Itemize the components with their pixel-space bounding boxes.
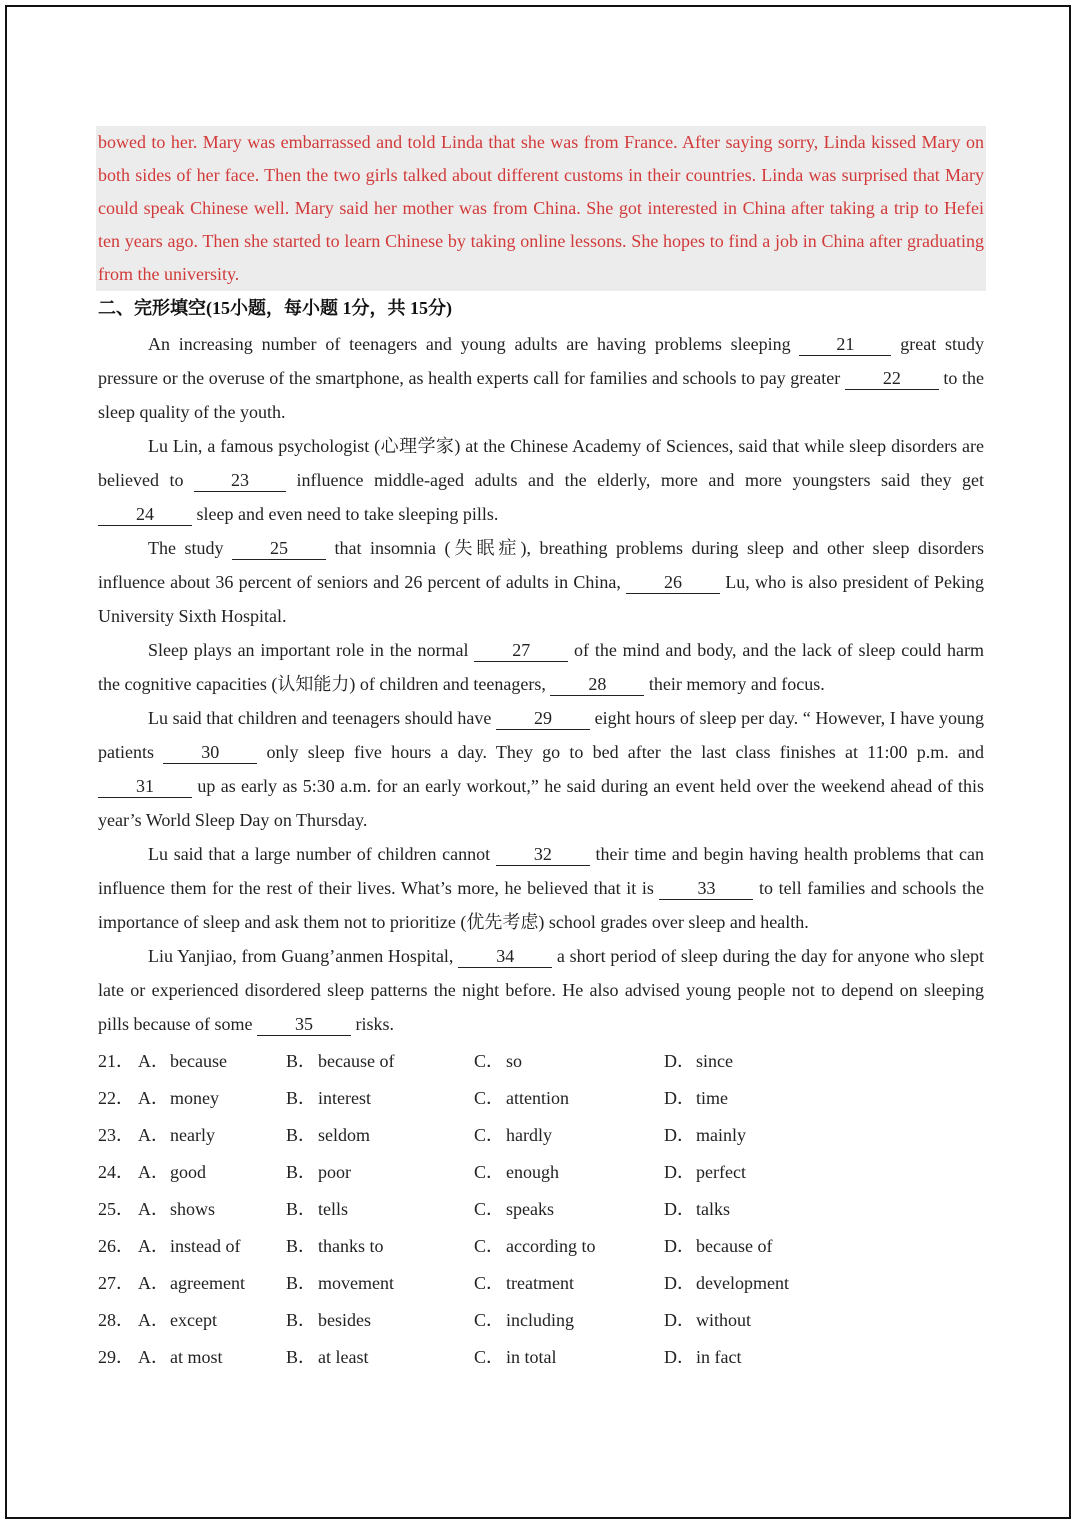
question-number: 26． (98, 1236, 134, 1256)
option-b[interactable] (286, 1191, 474, 1228)
option-text: including (506, 1310, 574, 1330)
blank-25[interactable]: 25 (232, 537, 326, 560)
question-row (98, 1117, 984, 1154)
option-a[interactable] (138, 1339, 286, 1376)
option-letter: D． (664, 1273, 695, 1293)
option-letter: D． (664, 1310, 695, 1330)
question-number: 21． (98, 1051, 134, 1071)
option-letter: A． (138, 1273, 169, 1293)
option-text: money (170, 1088, 219, 1108)
paragraph-6: Lu said that a large number of children cannot 32 their time and begin having health problems that can influence them for the rest of their lives. What’s more, he believed that it is 33 to tell families and schools the importance of sleep and ask them not to prioritize (优先考虑) school grades over sleep and health. (98, 844, 984, 932)
blank-27[interactable]: 27 (474, 639, 568, 662)
section-title: 二、完形填空(15小题，每小题 1分，共 15分) (98, 298, 452, 318)
option-text: speaks (506, 1199, 554, 1219)
option-text: shows (170, 1199, 216, 1219)
option-letter: A． (138, 1199, 169, 1219)
option-b[interactable] (286, 1080, 474, 1117)
option-letter: A． (138, 1125, 169, 1145)
option-text: good (170, 1162, 206, 1182)
blank-29[interactable]: 29 (496, 707, 590, 730)
question-row (98, 1154, 984, 1191)
option-letter: D． (664, 1236, 695, 1256)
option-b[interactable] (286, 1043, 474, 1080)
blank-22[interactable]: 22 (845, 367, 939, 390)
question-number: 27． (98, 1273, 134, 1293)
option-letter: C． (474, 1088, 505, 1108)
option-letter: B． (286, 1347, 317, 1367)
option-text: interest (318, 1088, 371, 1108)
option-text: thanks to (318, 1236, 384, 1256)
option-text: in fact (696, 1347, 742, 1367)
answer-passage-text: bowed to her. Mary was embarrassed and told Linda that she was from France. After saying sorry, Linda kissed Mary on both sides of her face. Then the two girls talked about different customs in their countries. Linda was surprised that Mary could speak Chinese well. Mary said her mother was from China. She got interested in China after taking a trip to Hefei ten years ago. Then she started to learn Chinese by taking online lessons. She hopes to find a job in China after graduating from the university. (98, 132, 984, 284)
question-row (98, 1043, 984, 1080)
option-letter: C． (474, 1236, 505, 1256)
option-b[interactable] (286, 1265, 474, 1302)
option-d[interactable] (664, 1117, 844, 1154)
option-d[interactable] (664, 1339, 844, 1376)
option-text: tells (318, 1199, 348, 1219)
option-text: perfect (696, 1162, 746, 1182)
option-text: enough (506, 1162, 559, 1182)
option-d[interactable] (664, 1154, 844, 1191)
question-row (98, 1080, 984, 1117)
blank-26[interactable]: 26 (626, 571, 720, 594)
option-text: mainly (696, 1125, 746, 1145)
option-letter: A． (138, 1236, 169, 1256)
option-text: talks (696, 1199, 730, 1219)
option-text: since (696, 1051, 733, 1071)
option-d[interactable] (664, 1191, 844, 1228)
document-body (98, 126, 984, 1376)
answer-passage (96, 126, 986, 291)
question-number: 22． (98, 1088, 134, 1108)
option-letter: B． (286, 1310, 317, 1330)
option-a[interactable] (138, 1191, 286, 1228)
option-text: so (506, 1051, 523, 1071)
option-text: except (170, 1310, 217, 1330)
option-letter: D． (664, 1162, 695, 1182)
option-text: agreement (170, 1273, 245, 1293)
option-letter: C． (474, 1199, 505, 1219)
option-letter: C． (474, 1273, 505, 1293)
option-text: movement (318, 1273, 394, 1293)
paragraph-5: Lu said that children and teenagers should have 29 eight hours of sleep per day. “ However, I have young patients 30 only sleep five hours a day. They go to bed after the last class finishes at 11:00 p.m. and 31 up as early as 5:30 a.m. for an early workout,” he said during an event held over the weekend ahead of this year’s World Sleep Day on Thursday. (98, 708, 985, 830)
option-letter: A． (138, 1051, 169, 1071)
blank-30[interactable]: 30 (163, 741, 257, 764)
option-d[interactable] (664, 1265, 844, 1302)
option-text: nearly (170, 1125, 215, 1145)
option-d[interactable] (664, 1302, 844, 1339)
option-text: development (696, 1273, 789, 1293)
option-c[interactable] (474, 1191, 664, 1228)
blank-32[interactable]: 32 (496, 843, 590, 866)
question-options (98, 1043, 984, 1376)
question-row (98, 1265, 984, 1302)
blank-21[interactable]: 21 (799, 333, 891, 356)
option-letter: D． (664, 1347, 695, 1367)
option-letter: D． (664, 1051, 695, 1071)
option-c[interactable] (474, 1228, 664, 1265)
option-letter: C． (474, 1125, 505, 1145)
option-text: according to (506, 1236, 596, 1256)
option-d[interactable] (664, 1228, 844, 1265)
option-a[interactable] (138, 1080, 286, 1117)
option-letter: D． (664, 1125, 695, 1145)
option-text: at most (170, 1347, 223, 1367)
option-letter: A． (138, 1310, 169, 1330)
option-a[interactable] (138, 1154, 286, 1191)
option-c[interactable] (474, 1154, 664, 1191)
option-letter: D． (664, 1199, 695, 1219)
option-letter: A． (138, 1162, 169, 1182)
option-a[interactable] (138, 1117, 286, 1154)
option-b[interactable] (286, 1302, 474, 1339)
option-letter: B． (286, 1125, 317, 1145)
option-a[interactable] (138, 1228, 286, 1265)
question-row (98, 1339, 984, 1376)
option-text: because (170, 1051, 227, 1071)
option-text: without (696, 1310, 752, 1330)
option-b[interactable] (286, 1154, 474, 1191)
option-text: at least (318, 1347, 369, 1367)
question-number: 29． (98, 1347, 134, 1367)
option-letter: C． (474, 1162, 505, 1182)
question-row (98, 1302, 984, 1339)
option-b[interactable] (286, 1117, 474, 1154)
option-text: time (696, 1088, 728, 1108)
option-c[interactable] (474, 1265, 664, 1302)
option-letter: C． (474, 1051, 505, 1071)
option-text: poor (318, 1162, 351, 1182)
option-a[interactable] (138, 1043, 286, 1080)
question-number: 25． (98, 1199, 134, 1219)
option-text: because of (318, 1051, 395, 1071)
blank-24[interactable]: 24 (98, 503, 192, 526)
paragraph-4: Sleep plays an important role in the normal 27 of the mind and body, and the lack of sleep could harm the cognitive capacities (认知能力) of children and teenagers, 28 their memory and focus. (98, 640, 984, 694)
option-text: instead of (170, 1236, 241, 1256)
option-c[interactable] (474, 1080, 664, 1117)
option-text: treatment (506, 1273, 574, 1293)
option-b[interactable] (286, 1228, 474, 1265)
paragraph-7: Liu Yanjiao, from Guang’anmen Hospital, 34 a short period of sleep during the day for anyone who slept late or experienced disordered sleep patterns the night before. He also advised young people not to depend on sleeping pills because of some 35 risks. (98, 946, 985, 1034)
option-letter: C． (474, 1347, 505, 1367)
option-c[interactable] (474, 1302, 664, 1339)
option-letter: A． (138, 1088, 169, 1108)
question-number: 24． (98, 1162, 134, 1182)
option-a[interactable] (138, 1265, 286, 1302)
paragraph-3: The study 25 that insomnia (失眠症), breathing problems during sleep and other sleep disorders influence about 36 percent of seniors and 26 percent of adults in China, 26 Lu, who is also president of Peking University Sixth Hospital. (98, 538, 984, 626)
option-letter: B． (286, 1236, 317, 1256)
paragraph-2: Lu Lin, a famous psychologist (心理学家) at the Chinese Academy of Sciences, said that while sleep disorders are believed to 23 influence middle-aged adults and the elderly, more and more youngsters said they get 24 sleep and even need to take sleeping pills. (98, 436, 984, 524)
option-text: because of (696, 1236, 773, 1256)
blank-34[interactable]: 34 (458, 945, 552, 968)
option-text: in total (506, 1347, 557, 1367)
option-c[interactable] (474, 1339, 664, 1376)
blank-28[interactable]: 28 (550, 673, 644, 696)
option-letter: C． (474, 1310, 505, 1330)
option-letter: B． (286, 1051, 317, 1071)
option-letter: D． (664, 1088, 695, 1108)
option-letter: B． (286, 1273, 317, 1293)
question-number: 23． (98, 1125, 134, 1145)
option-d[interactable] (664, 1043, 844, 1080)
blank-33[interactable]: 33 (659, 877, 753, 900)
blank-35[interactable]: 35 (257, 1013, 351, 1036)
option-text: besides (318, 1310, 371, 1330)
option-text: attention (506, 1088, 569, 1108)
option-text: seldom (318, 1125, 370, 1145)
question-row (98, 1228, 984, 1265)
option-c[interactable] (474, 1117, 664, 1154)
option-b[interactable] (286, 1339, 474, 1376)
option-letter: B． (286, 1199, 317, 1219)
option-letter: B． (286, 1162, 317, 1182)
option-text: hardly (506, 1125, 552, 1145)
blank-23[interactable]: 23 (194, 469, 286, 492)
paragraph-1: An increasing number of teenagers and young adults are having problems sleeping 21 great study pressure or the overuse of the smartphone, as health experts call for families and schools to pay greater 22 to the sleep quality of the youth. (98, 334, 984, 422)
option-a[interactable] (138, 1302, 286, 1339)
option-c[interactable] (474, 1043, 664, 1080)
question-row (98, 1191, 984, 1228)
option-d[interactable] (664, 1080, 844, 1117)
option-letter: B． (286, 1088, 317, 1108)
question-number: 28． (98, 1310, 134, 1330)
blank-31[interactable]: 31 (98, 775, 192, 798)
option-letter: A． (138, 1347, 169, 1367)
